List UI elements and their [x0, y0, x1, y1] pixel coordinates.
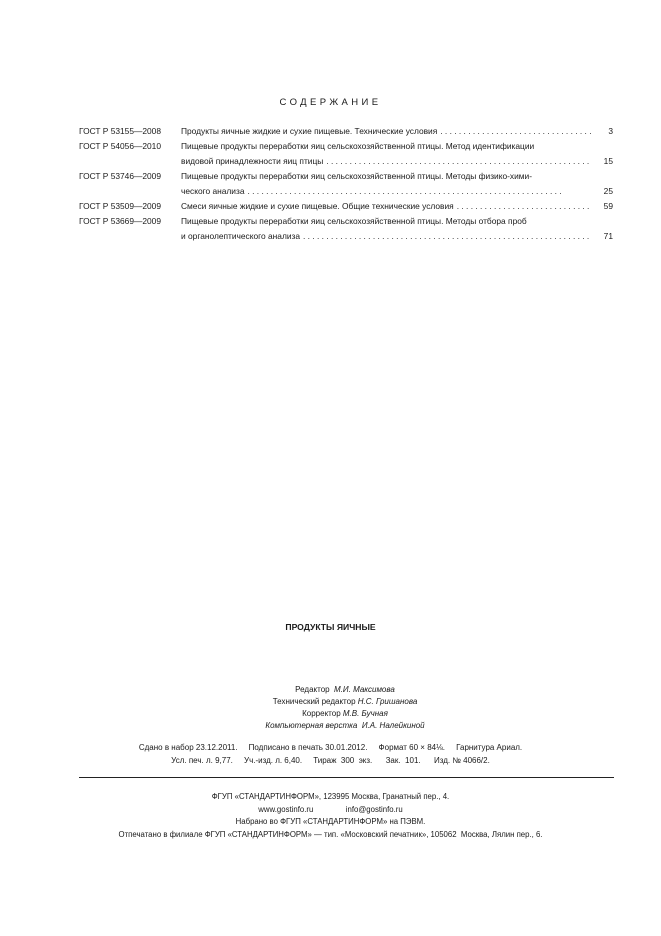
printing-note: Отпечатано в филиале ФГУП «СТАНДАРТИНФОРМ» — тип. «Московский печатник», 105062 Москва, Лялин пер., 6.	[118, 829, 543, 839]
toc-standard-code: ГОСТ Р 53746—2009	[79, 171, 161, 181]
toc-standard-code: ГОСТ Р 53155—2008	[79, 126, 161, 136]
publisher-contacts[interactable]: www.gostinfo.ru info@gostinfo.ru	[258, 804, 403, 814]
toc-entry[interactable]	[79, 139, 613, 169]
credit-label: Редактор	[295, 685, 330, 694]
publication-line-2: Усл. печ. л. 9,77. Уч.-изд. л. 6,40. Тираж 300 экз. Зак. 101. Изд. № 4066/2.	[171, 756, 490, 765]
toc-page-number: 71	[603, 231, 613, 241]
toc-entry-title: Пищевые продукты переработки яиц сельскохозяйственной птицы. Методы физико-хими-	[181, 171, 533, 181]
credit-label: Технический редактор	[272, 697, 356, 706]
credit-name: Н.С. Гришанова	[357, 697, 418, 706]
toc-standard-code: ГОСТ Р 53669—2009	[79, 216, 161, 226]
credit-label: Компьютерная верстка	[265, 721, 358, 730]
credit-name: М.И. Максимова	[334, 685, 395, 694]
toc-entry-title-continued: видовой принадлежности яиц птицы	[181, 156, 324, 166]
typeset-note: Набрано во ФГУП «СТАНДАРТИНФОРМ» на ПЭВМ.	[235, 817, 426, 826]
publisher-address: ФГУП «СТАНДАРТИНФОРМ», 123995 Москва, Гранатный пер., 4.	[211, 792, 450, 801]
toc-standard-code: ГОСТ Р 53509—2009	[79, 201, 161, 211]
toc-heading: СОДЕРЖАНИЕ	[279, 97, 382, 108]
divider-rule	[79, 777, 614, 778]
toc-entry-title: Пищевые продукты переработки яиц сельскохозяйственной птицы. Методы отбора проб	[181, 216, 527, 226]
credit-label: Корректор	[302, 709, 341, 718]
toc-leader-dots	[244, 184, 591, 199]
toc-entry-title-continued: ческого анализа	[181, 186, 245, 196]
toc-leader-dots	[323, 154, 591, 169]
credit-layout	[0, 720, 661, 732]
credit-corrector	[0, 708, 661, 720]
credit-editor	[0, 684, 661, 696]
credit-name: М.В. Бучная	[342, 709, 388, 718]
toc-entry-title: Смеси яичные жидкие и сухие пищевые. Общие технические условия	[181, 201, 454, 211]
toc-entry[interactable]	[79, 169, 613, 199]
credit-name: И.А. Налейкиной	[361, 721, 425, 730]
toc-entry-title: Продукты яичные жидкие и сухие пищевые. Технические условия	[181, 126, 438, 136]
toc-leader-dots	[300, 229, 591, 244]
credit-tech-editor	[0, 696, 661, 708]
table-of-contents	[79, 124, 613, 244]
toc-entry-title-continued: и органолептического анализа	[181, 231, 301, 241]
editorial-credits	[0, 684, 661, 732]
toc-page-number: 3	[608, 126, 613, 136]
toc-page-number: 59	[603, 201, 613, 211]
publisher-footer	[0, 791, 661, 841]
publication-info	[0, 741, 661, 767]
toc-entry-title: Пищевые продукты переработки яиц сельскохозяйственной птицы. Метод идентификации	[181, 141, 535, 151]
product-title: ПРОДУКТЫ ЯИЧНЫЕ	[285, 622, 376, 632]
toc-page-number: 25	[603, 186, 613, 196]
toc-leader-dots	[437, 124, 591, 139]
toc-page-number: 15	[603, 156, 613, 166]
toc-entry[interactable]	[79, 124, 613, 139]
toc-entry[interactable]	[79, 199, 613, 214]
toc-entry[interactable]	[79, 214, 613, 244]
toc-leader-dots	[454, 199, 591, 214]
toc-standard-code: ГОСТ Р 54056—2010	[79, 141, 161, 151]
publication-line-1: Сдано в набор 23.12.2011. Подписано в печать 30.01.2012. Формат 60 × 84⅛. Гарнитура Ариал.	[138, 743, 523, 752]
